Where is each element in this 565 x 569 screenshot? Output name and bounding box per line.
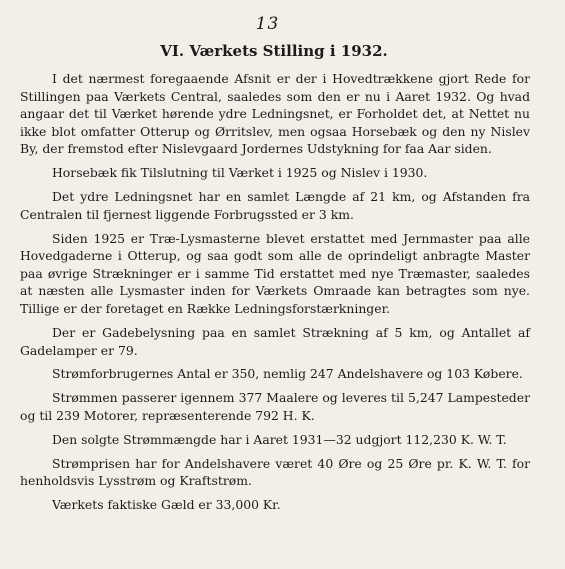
paragraph: Det ydre Ledningsnet har en samlet Længde af 21 km, og Afstanden fra Centralen til fjernest liggende Forbrugssted er 3 km. [20,189,530,222]
paragraph: Strømmen passerer igennem 377 Maalere og leveres til 5,247 Lampesteder og til 239 Motorer, repræsenterende 792 H. K. [20,390,530,423]
paragraph: Værkets faktiske Gæld er 33,000 Kr. [52,497,281,513]
paragraph: Siden 1925 er Træ-Lysmasterne blevet erstattet med Jernmaster paa alle Hovedgaderne i Otterup, og saa godt som alle de oprindeligt anbragte Master paa øvrige Strækninger er i samme Tid erstattet med nye Træmaster, saaledes at næsten alle Lysmaster inden for Værkets Omraade kan betragtes som nye. Tillige er der foretaget en Række Ledningsforstærkninger. [20,230,530,317]
paragraph: Strømprisen har for Andelshavere været 40 Øre og 25 Øre pr. K. W. T. for henholdsvis Lysstrøm og Kraftstrøm. [20,455,530,489]
paragraph: I det nærmest foregaaende Afsnit er der i Hovedtrækkene gjort Rede for Stillingen paa Værkets Central, saaledes som den er nu i Aaret 1932. Og hvad angaar det til Værket hørende ydre Ledningsnet, er Forholdet det, at Nettet nu ikke blot omfatter Otterup og Ørritslev, men ogsaa Horsebæk og den ny Nislev By, der fremstod efter Nislevgaard Jordernes Udstykning for faa Aar siden. [20,71,530,157]
section-heading: VI. Værkets Stilling i 1932. [160,42,388,60]
body-text [20,70,530,520]
paragraph: Horsebæk fik Tilslutning til Værket i 1925 og Nislev i 1930. [52,165,428,181]
paragraph: Strømforbrugernes Antal er 350, nemlig 247 Andelshavere og 103 Købere. [52,366,523,382]
paragraph: Den solgte Strømmængde har i Aaret 1931—32 udgjort 112,230 K. W. T. [52,431,507,447]
paragraph: Der er Gadebelysning paa en samlet Strækning af 5 km, og Antallet af Gadelamper er 79. [20,324,530,358]
page-number: 13 [255,14,280,34]
